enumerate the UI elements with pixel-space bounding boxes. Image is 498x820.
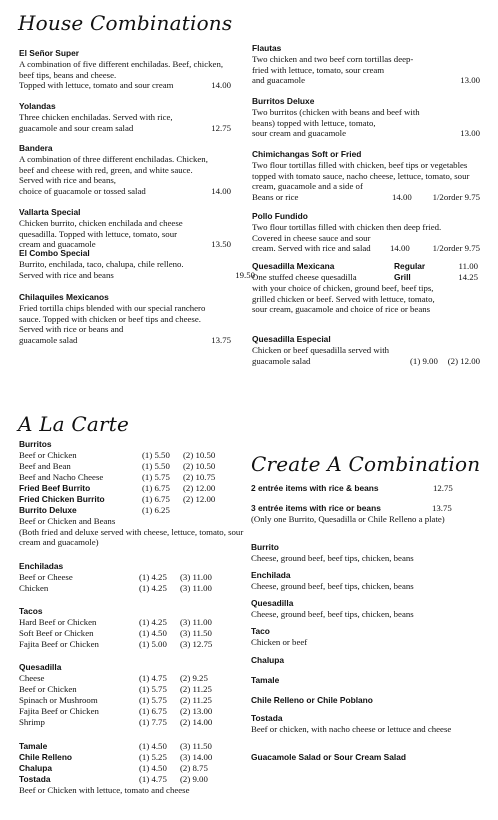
item-price-line bbox=[19, 335, 231, 346]
option-price: 13.75 bbox=[432, 503, 452, 513]
row-price-2: (3) 11.00 bbox=[180, 572, 212, 582]
menu-item-vallarta-special bbox=[19, 207, 231, 250]
item-name: Quesadilla Mexicana bbox=[252, 261, 335, 271]
price-row bbox=[19, 617, 249, 628]
regular-price: 11.00 bbox=[458, 261, 478, 271]
item-description-start: One stuffed cheese quesadilla bbox=[252, 272, 357, 282]
item-description: Three chicken enchiladas. Served with rice, bbox=[19, 112, 173, 122]
row-price-1: (1) 6.25 bbox=[142, 505, 170, 515]
row-price-1: (1) 5.75 bbox=[139, 695, 167, 705]
item-description-end: and guacamole bbox=[252, 75, 306, 86]
item-description-end: cream and guacamole bbox=[19, 239, 96, 250]
option-note: (Only one Burrito, Quesadilla or Chile Relleno a plate) bbox=[251, 514, 445, 524]
row-price-1: (1) 6.75 bbox=[142, 483, 170, 493]
price-row bbox=[19, 639, 249, 650]
row-name: Chile Relleno bbox=[19, 752, 73, 762]
entree-quesadilla bbox=[251, 598, 483, 620]
category-heading: Tacos bbox=[19, 606, 43, 616]
row-price-2: (2) 10.50 bbox=[183, 461, 216, 471]
row-name: Cheese bbox=[19, 673, 45, 683]
row-price-1: (1) 4.25 bbox=[139, 617, 167, 627]
price-row bbox=[19, 741, 249, 752]
entree-description: Cheese, ground beef, beef tips, chicken, beans bbox=[251, 609, 414, 619]
row-price-2: (3) 12.75 bbox=[180, 639, 213, 649]
item-description: Burrito, enchilada, taco, chalupa, chile relleno. bbox=[19, 259, 184, 269]
menu-item-el-combo-special bbox=[19, 248, 255, 281]
row-price-1: (1) 5.50 bbox=[142, 450, 170, 460]
item-description: A combination of five different enchiladas. Beef, chicken, beef tips, beans and cheese. bbox=[19, 59, 224, 80]
item-price-line bbox=[19, 80, 231, 91]
row-price-2: (3) 11.00 bbox=[180, 617, 212, 627]
menu-item-el-senor-super bbox=[19, 48, 231, 91]
entree-name: Quesadilla bbox=[251, 598, 294, 608]
menu-item-pollo-fundido bbox=[252, 211, 480, 254]
row-price-1: (1) 5.50 bbox=[142, 461, 170, 471]
entree-name: Tamale bbox=[251, 675, 280, 685]
row-price-1: (1) 7.75 bbox=[139, 717, 167, 727]
row-price-1: (1) 5.25 bbox=[139, 752, 167, 762]
row-price-2: (3) 14.00 bbox=[180, 752, 213, 762]
row-name: Chalupa bbox=[19, 763, 53, 773]
price-row bbox=[19, 684, 249, 695]
row-price-2: (3) 11.00 bbox=[180, 583, 212, 593]
item-name: Quesadilla Especial bbox=[252, 334, 331, 344]
price-row bbox=[19, 461, 249, 472]
option-price: 12.75 bbox=[433, 483, 453, 493]
row-price-2: (2) 12.00 bbox=[183, 483, 216, 493]
item-price: 19.50 bbox=[235, 269, 255, 280]
option-line bbox=[251, 483, 481, 494]
row-name: Beef or Chicken bbox=[19, 450, 77, 460]
a-la-carte-others bbox=[19, 741, 249, 796]
menu-item-quesadilla-mexicana bbox=[252, 261, 480, 329]
item-description-end: guacamole salad bbox=[19, 334, 78, 345]
item-price: 13.75 bbox=[211, 334, 231, 345]
entree-name: Guacamole Salad or Sour Cream Salad bbox=[251, 752, 406, 762]
a-la-carte-burritos bbox=[19, 439, 249, 553]
item-price-line bbox=[19, 123, 231, 134]
price-row bbox=[19, 583, 249, 594]
row-price-1: (1) 5.75 bbox=[142, 472, 170, 482]
category-heading: Burritos bbox=[19, 439, 52, 449]
tostada-note: Beef or Chicken with lettuce, tomato and cheese bbox=[19, 785, 190, 795]
entree-name: Enchilada bbox=[251, 570, 291, 580]
row-name: Tamale bbox=[19, 741, 48, 751]
entree-taco bbox=[251, 626, 483, 648]
option-line bbox=[251, 503, 483, 514]
row-price-2: (2) 13.00 bbox=[180, 706, 213, 716]
a-la-carte-tacos bbox=[19, 606, 249, 650]
item-price-line bbox=[252, 75, 480, 86]
entree-chalupa bbox=[251, 655, 483, 666]
menu-item-burritos-deluxe bbox=[252, 96, 480, 139]
entree-description: Cheese, ground beef, beef tips, chicken, beans bbox=[251, 553, 414, 563]
row-name: Burrito Deluxe bbox=[19, 505, 77, 515]
menu-item-chilaquiles-mexicanos bbox=[19, 292, 231, 346]
price-row bbox=[19, 628, 249, 639]
item-name: Yolandas bbox=[19, 101, 56, 111]
grill-price: 14.25 bbox=[458, 272, 478, 282]
row-price-2: (2) 8.75 bbox=[180, 763, 208, 773]
row-price-1: (1) 6.75 bbox=[142, 494, 170, 504]
row-name: Shrimp bbox=[19, 717, 45, 727]
item-name: Bandera bbox=[19, 143, 53, 153]
item-price-single: (1) 9.00 bbox=[410, 355, 438, 366]
row-price-1: (1) 4.50 bbox=[139, 763, 167, 773]
entree-name: Chile Relleno or Chile Poblano bbox=[251, 695, 373, 705]
entree-guacamole-salad bbox=[251, 752, 483, 763]
item-price-line bbox=[252, 128, 480, 139]
item-price: 12.75 bbox=[211, 122, 231, 133]
entree-tamale bbox=[251, 675, 483, 686]
item-description: with your choice of chicken, ground beef, beef tips, grilled chicken or beef. Served with lettuce, tomato, sour cream, guacamole and choice of rice or beans bbox=[252, 283, 435, 315]
price-row bbox=[19, 505, 249, 516]
burritos-serving-note: (Both fried and deluxe served with cheese, lettuce, tomato, sour cream and guacamole) bbox=[19, 526, 244, 548]
row-price-1: (1) 6.75 bbox=[139, 706, 167, 716]
item-description-end: guacamole salad bbox=[252, 355, 311, 366]
item-name: Flautas bbox=[252, 43, 282, 53]
create-a-combination-title: Create A Combination bbox=[251, 452, 481, 476]
item-description-end: guacamole and sour cream salad bbox=[19, 122, 134, 133]
row-price-1: (1) 4.75 bbox=[139, 774, 167, 784]
price-row bbox=[19, 494, 249, 505]
row-price-2: (2) 11.25 bbox=[180, 695, 212, 705]
item-price-line bbox=[252, 356, 480, 367]
combination-option-3 bbox=[251, 503, 483, 525]
row-price-2: (3) 11.50 bbox=[180, 628, 212, 638]
row-price-2: (2) 9.00 bbox=[180, 774, 208, 784]
price-row bbox=[19, 483, 249, 494]
item-description: Chicken burrito, chicken enchilada and cheese quesadilla. Topped with lettuce, tomato, sour bbox=[19, 218, 183, 239]
item-price-line bbox=[252, 192, 480, 203]
entree-description: Beef or chicken, with nacho cheese or lettuce and cheese bbox=[251, 724, 452, 734]
price-row bbox=[19, 717, 249, 728]
a-la-carte-title: A La Carte bbox=[18, 412, 130, 436]
entree-name: Taco bbox=[251, 626, 270, 636]
item-name: Burritos Deluxe bbox=[252, 96, 315, 106]
item-price-double: (2) 12.00 bbox=[447, 355, 480, 366]
price-row bbox=[19, 450, 249, 461]
price-row bbox=[19, 572, 249, 583]
row-name: Tostada bbox=[19, 774, 51, 784]
row-price-2: (2) 10.50 bbox=[183, 450, 216, 460]
a-la-carte-enchiladas bbox=[19, 561, 249, 594]
item-description: Chicken or beef quesadilla served with bbox=[252, 345, 390, 355]
grill-label: Grill bbox=[394, 272, 411, 282]
row-price-1: (1) 5.00 bbox=[139, 639, 167, 649]
price-row bbox=[19, 706, 249, 717]
entree-name: Tostada bbox=[251, 713, 283, 723]
menu-item-bandera bbox=[19, 143, 231, 197]
item-description: Two burritos (chicken with beans and beef with beans) topped with lettuce, tomato, bbox=[252, 107, 420, 128]
price-row bbox=[19, 472, 249, 483]
price-row bbox=[19, 752, 249, 763]
row-name: Beef or Cheese bbox=[19, 572, 73, 582]
item-price-line bbox=[19, 186, 231, 197]
row-name: Fajita Beef or Chicken bbox=[19, 706, 99, 716]
row-name: Beef and Bean bbox=[19, 461, 71, 471]
option-label: 3 entrée items with rice or beans bbox=[251, 503, 381, 513]
row-price-2: (2) 14.00 bbox=[180, 717, 213, 727]
item-name: El Señor Super bbox=[19, 48, 80, 58]
item-price: 13.00 bbox=[460, 128, 480, 139]
item-description-end: choice of guacamole or tossed salad bbox=[19, 185, 146, 196]
item-description: A combination of three different enchiladas. Chicken, beef and cheese with red, green, and white sauce. Served with rice and beans, bbox=[19, 154, 208, 186]
row-price-1: (1) 4.25 bbox=[139, 583, 167, 593]
row-price-2: (2) 10.75 bbox=[183, 472, 216, 482]
item-description: Fried tortilla chips blended with our special ranchero sauce. Topped with chicken or beef tips and cheese. Served with rice or beans and bbox=[19, 303, 206, 335]
row-price-1: (1) 4.50 bbox=[139, 628, 167, 638]
item-price: 13.00 bbox=[460, 75, 480, 86]
a-la-carte-quesadilla bbox=[19, 662, 249, 728]
category-heading: Quesadilla bbox=[19, 662, 62, 672]
price-row bbox=[19, 763, 249, 774]
entree-enchilada bbox=[251, 570, 483, 592]
price-row bbox=[19, 774, 249, 785]
row-name: Fried Chicken Burrito bbox=[19, 494, 105, 504]
entree-chile-relleno bbox=[251, 695, 483, 706]
category-heading: Enchiladas bbox=[19, 561, 64, 571]
row-price-2: (3) 11.50 bbox=[180, 741, 212, 751]
entree-burrito bbox=[251, 542, 483, 564]
item-half-order-price: 1/2order 9.75 bbox=[432, 191, 480, 202]
entree-description: Chicken or beef bbox=[251, 637, 308, 647]
combination-option-2 bbox=[251, 483, 481, 494]
item-description-end: Served with rice and beans bbox=[19, 269, 114, 280]
menu-item-yolandas bbox=[19, 101, 231, 134]
item-description: Two flour tortillas filled with chicken, beef tips or vegetables topped with tomato sauce, nacho cheese, lettuce, tomato, sour cream, guacamole and a side of bbox=[252, 160, 470, 192]
item-description-end: Beans or rice bbox=[252, 191, 299, 202]
item-price: 13.50 bbox=[211, 239, 231, 250]
item-price: 14.00 bbox=[211, 80, 231, 91]
item-description-end: Topped with lettuce, tomato and sour cream bbox=[19, 80, 174, 91]
menu-item-quesadilla-especial bbox=[252, 334, 480, 367]
item-description: Two chicken and two beef corn tortillas deep-fried with lettuce, tomato, sour cream bbox=[252, 54, 414, 75]
row-name: Fried Beef Burrito bbox=[19, 483, 91, 493]
item-description: Two flour tortillas filled with chicken then deep fried. Covered in cheese sauce and sour bbox=[252, 222, 442, 243]
row-name: Hard Beef or Chicken bbox=[19, 617, 97, 627]
item-price: 14.00 bbox=[390, 243, 410, 254]
item-price: 14.00 bbox=[392, 191, 412, 202]
row-price-1: (1) 4.75 bbox=[139, 673, 167, 683]
price-row bbox=[19, 695, 249, 706]
row-name: Fajita Beef or Chicken bbox=[19, 639, 99, 649]
entree-tostada bbox=[251, 713, 479, 735]
row-name: Soft Beef or Chicken bbox=[19, 628, 94, 638]
menu-item-chimichangas bbox=[252, 149, 480, 203]
item-name: Chimichangas Soft or Fried bbox=[252, 149, 362, 159]
row-price-2: (2) 12.00 bbox=[183, 494, 216, 504]
item-description-end: cream. Served with rice and salad bbox=[252, 243, 371, 254]
row-name: Beef and Nacho Cheese bbox=[19, 472, 104, 482]
entree-description: Cheese, ground beef, beef tips, chicken, beans bbox=[251, 581, 414, 591]
item-name: Pollo Fundido bbox=[252, 211, 308, 221]
item-half-order-price: 1/2order 9.75 bbox=[432, 243, 480, 254]
price-row bbox=[19, 673, 249, 684]
row-price-2: (2) 11.25 bbox=[180, 684, 212, 694]
item-name: El Combo Special bbox=[19, 248, 90, 258]
item-description-end: sour cream and guacamole bbox=[252, 128, 347, 139]
row-price-2: (2) 9.25 bbox=[180, 673, 208, 683]
row-price-1: (1) 4.50 bbox=[139, 741, 167, 751]
row-name: Spinach or Mushroom bbox=[19, 695, 98, 705]
item-name: Chilaquiles Mexicanos bbox=[19, 292, 109, 302]
burrito-deluxe-note: Beef or Chicken and Beans bbox=[19, 516, 116, 526]
row-price-1: (1) 5.75 bbox=[139, 684, 167, 694]
item-price-line bbox=[19, 270, 255, 281]
row-name: Beef or Chicken bbox=[19, 684, 77, 694]
item-price-line bbox=[252, 243, 480, 254]
row-name: Chicken bbox=[19, 583, 49, 593]
option-label: 2 entrée items with rice & beans bbox=[251, 483, 379, 493]
item-name: Vallarta Special bbox=[19, 207, 81, 217]
regular-label: Regular bbox=[394, 261, 426, 271]
entree-name: Chalupa bbox=[251, 655, 285, 665]
item-price: 14.00 bbox=[211, 185, 231, 196]
menu-item-flautas bbox=[252, 43, 480, 86]
entree-name: Burrito bbox=[251, 542, 279, 552]
row-price-1: (1) 4.25 bbox=[139, 572, 167, 582]
house-combinations-title: House Combinations bbox=[18, 11, 233, 35]
